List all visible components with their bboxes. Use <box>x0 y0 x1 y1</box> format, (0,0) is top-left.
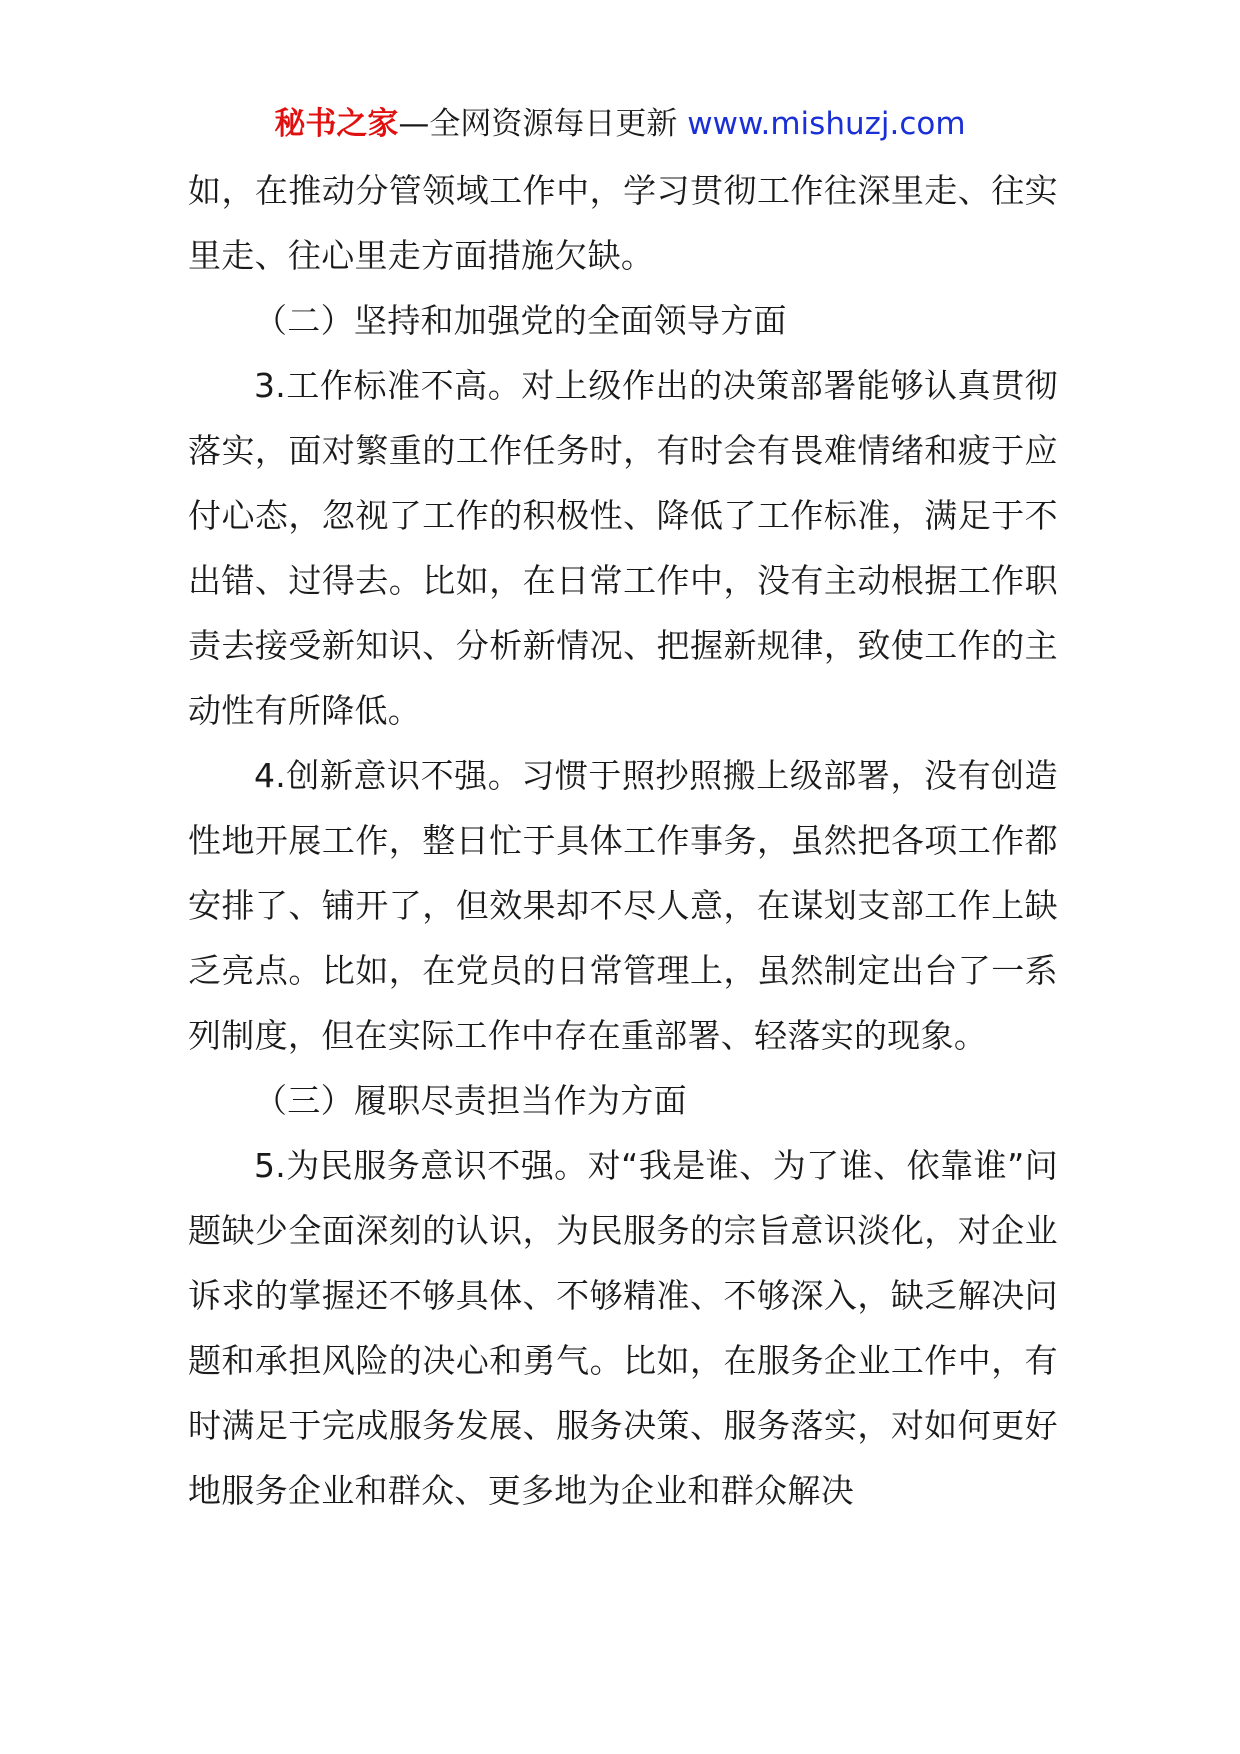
section-heading: （二）坚持和加强党的全面领导方面 <box>254 301 787 340</box>
section-heading: （三）履职尽责担当作为方面 <box>254 1081 687 1120</box>
paragraph: 3.工作标准不高。对上级作出的决策部署能够认真贯彻落实，面对繁重的工作任务时，有时会有畏难情绪和疲于应付心态，忽视了工作的积极性、降低了工作标准，满足于不出错、过得去。比如，在日常工作中，没有主动根据工作职责去接受新知识、分析新情况、把握新规律，致使工作的主动性有所降低。 <box>188 366 1058 730</box>
site-url-link[interactable]: www.mishuzj.com <box>687 106 966 142</box>
site-tagline: —全网资源每日更新 <box>398 106 688 142</box>
document-body <box>188 158 1058 1523</box>
site-brand: 秘书之家 <box>274 106 399 142</box>
paragraph: 如，在推动分管领域工作中，学习贯彻工作往深里走、往实里走、往心里走方面措施欠缺。 <box>188 171 1058 275</box>
site-header <box>0 100 1240 148</box>
paragraph: 4.创新意识不强。习惯于照抄照搬上级部署，没有创造性地开展工作，整日忙于具体工作事务，虽然把各项工作都安排了、铺开了，但效果却不尽人意，在谋划支部工作上缺乏亮点。比如，在党员的日常管理上，虽然制定出台了一系列制度，但在实际工作中存在重部署、轻落实的现象。 <box>188 756 1058 1055</box>
paragraph: 5.为民服务意识不强。对“我是谁、为了谁、依靠谁”问题缺少全面深刻的认识，为民服务的宗旨意识淡化，对企业诉求的掌握还不够具体、不够精准、不够深入，缺乏解决问题和承担风险的决心和勇气。比如，在服务企业工作中，有时满足于完成服务发展、服务决策、服务落实，对如何更好地服务企业和群众、更多地为企业和群众解决 <box>188 1146 1058 1510</box>
